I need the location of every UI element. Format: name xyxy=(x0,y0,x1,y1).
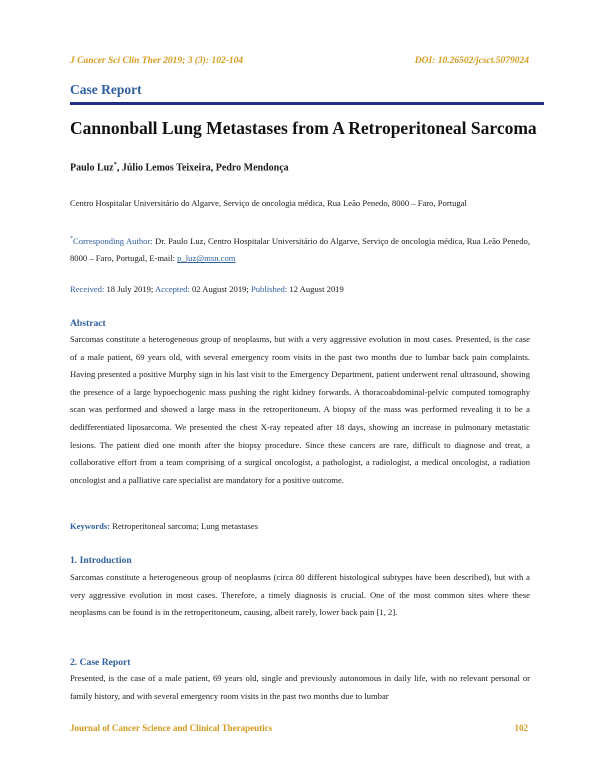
case-report-heading: 2. Case Report xyxy=(70,657,131,668)
page-number: 102 xyxy=(514,723,528,733)
accepted-date: 02 August 2019; xyxy=(189,284,251,294)
accepted-label: Accepted: xyxy=(154,284,190,294)
corresponding-label: Corresponding Author: xyxy=(73,235,153,246)
corresponding-author xyxy=(70,231,530,268)
received-date: 18 July 2019; xyxy=(104,284,155,294)
author-rest: , Júlio Lemos Teixeira, Pedro Mendonça xyxy=(116,162,289,174)
footer-journal-name: Journal of Cancer Science and Clinical Therapeutics xyxy=(70,723,273,733)
author-first: Paulo Luz xyxy=(70,162,114,174)
published-label: Published: xyxy=(250,284,288,294)
journal-citation: J Cancer Sci Clin Ther 2019; 3 (3): 102-104 xyxy=(70,56,244,66)
keywords-label: Keywords: xyxy=(70,521,111,531)
article-title: Cannonball Lung Metastases from A Retroperitoneal Sarcoma xyxy=(70,118,537,138)
affiliation: Centro Hospitalar Universitário do Algarve, Serviço de oncologia médica, Rua Leão Penedo, 8000 – Faro, Portugal xyxy=(70,198,467,208)
corresponding-mark: * xyxy=(113,161,117,168)
introduction-text: Sarcomas constitute a heterogeneous group of neoplasms (circa 80 different histological subtypes have been described), but with a very aggressive evolution in most cases. Therefore, a timely diagnosis is crucial. One of the most common sites where these neoplasms can be found is in the retroperitoneum, causing, albeit rarely, lower back pain [1, 2]. xyxy=(70,572,530,618)
article-type: Case Report xyxy=(70,82,142,97)
introduction-heading: 1. Introduction xyxy=(70,555,132,566)
doi[interactable]: DOI: 10.26502/jcsct.5079024 xyxy=(414,56,529,66)
author-list xyxy=(70,161,289,173)
corresponding-mark: * xyxy=(70,236,73,242)
case-report-text: Presented, is the case of a male patient, 69 years old, single and previously autonomous in daily life, with no relevant personal or family history, and with several emergency room visits in the past two months due to lumbar xyxy=(70,673,530,701)
published-date: 12 August 2019 xyxy=(287,284,344,294)
abstract-heading: Abstract xyxy=(70,318,106,329)
keywords-text: Retroperitoneal sarcoma; Lung metastases xyxy=(110,521,259,531)
keywords xyxy=(70,518,530,536)
abstract-text: Sarcomas constitute a heterogeneous group of neoplasms, but with a very aggressive evolution in most cases. Presented, is the case of a male patient, 69 years old, with several emergency room visits in the past two months due to lumbar back pain complaints. Having presented a positive Murphy sign in his last visit to the Emergency Department, patient underwent renal ultrasound, showing the presence of a large hypoechogenic mass pushing the right kidney forwards. A thoracoabdominal-pelvic computed tomography scan was performed and showed a large mass in the retroperitoneum. A biopsy of the mass was performed revealing it to be a dedifferentiated liposarcoma. We presented the chest X-ray repeated after 18 days, showing an increase in pulmonary metastatic lesions. The patient died one month after the biopsy procedure. Since these cancers are rare, difficult to diagnose and treat, a collaborative effort from a team comprising of a surgical oncologist, a pathologist, a radiologist, a medical oncologist, a radiation oncologist and a palliative care specialist are mandatory for a positive outcome. xyxy=(70,334,530,485)
header-divider xyxy=(70,102,544,105)
corresponding-text: Dr. Paulo Luz, Centro Hospitalar Universitário do Algarve, Serviço de oncologia médica, Rua Leão Penedo, 8000 – Faro, Portugal, E-mail: xyxy=(70,235,530,264)
article-dates xyxy=(70,281,530,299)
received-label: Received: xyxy=(70,284,105,294)
email-link[interactable]: p_luz@msn.com xyxy=(177,253,236,264)
